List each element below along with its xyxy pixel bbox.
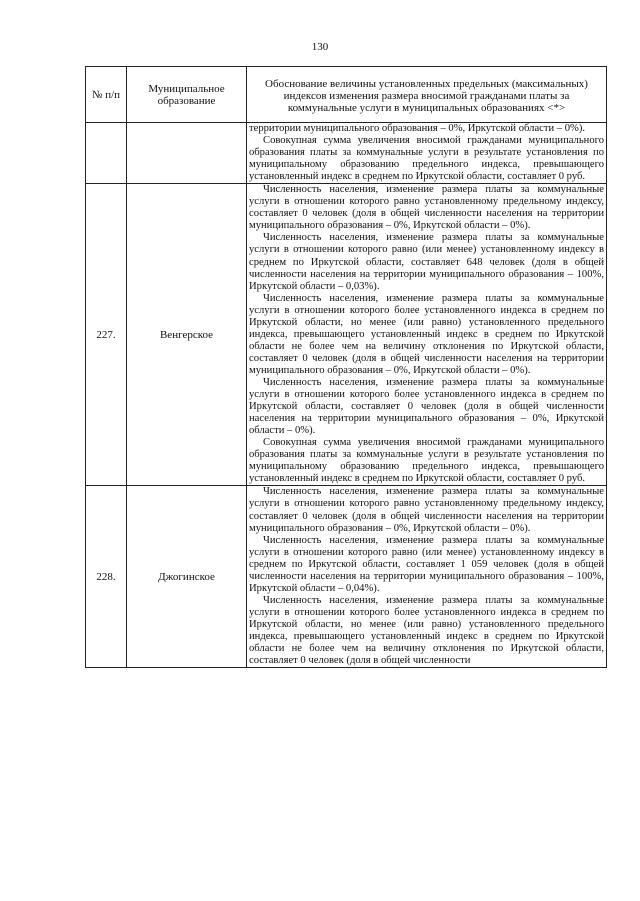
row-number [86,123,127,184]
table-row [86,123,607,184]
row-municipality [127,123,247,184]
row-justification [247,486,607,668]
table-row [86,486,607,668]
row-number: 227. [86,184,127,486]
table-row [86,184,607,486]
paragraph: Численность населения, изменение размера платы за коммунальные услуги в отношении которого равно (или менее) установленному индексу в среднем по Иркутской области, составляет 1 059 человек (доля в общей численности населения на территории муниципального образования – 100%, Иркутской области – 0,04%). [249,534,604,594]
header-justification: Обоснование величины установленных предельных (максимальных) индексов изменения размера вносимой гражданами платы за коммунальные услуги в муниципальных образованиях <*> [247,67,607,123]
row-municipality: Джогинское [127,486,247,668]
paragraph: Численность населения, изменение размера платы за коммунальные услуги в отношении которого более установленного индекса в среднем по Иркутской области, но менее (или равно) установленного предельного индекса, превышающего установленный индекс в среднем по Иркутской области не более чем на величину отклонения по Иркутской области, составляет 0 человек (доля в общей численности населения на территории муниципального образования – 0%, Иркутской области – 0%). [249,292,604,376]
header-number: № п/п [86,67,127,123]
paragraph: Численность населения, изменение размера платы за коммунальные услуги в отношении которого более установленного индекса в среднем по Иркутской области, но менее (или равно) установленного предельного индекса, превышающего установленный индекс в среднем по Иркутской области не более чем на величину отклонения по Иркутской области, составляет 0 человек (доля в общей численности [249,594,604,667]
row-municipality: Венгерское [127,184,247,486]
row-number: 228. [86,486,127,668]
row-justification [247,123,607,184]
page-number: 130 [311,41,329,53]
paragraph: Совокупная сумма увеличения вносимой гражданами муниципального образования платы за коммунальные услуги в результате установления по муниципальному образованию предельного индекса, превышающего установленный индекс в среднем по Иркутской области, составляет 0 руб. [249,437,604,485]
row-justification [247,184,607,486]
paragraph: Численность населения, изменение размера платы за коммунальные услуги в отношении которого равно (или менее) установленному индексу в среднем по Иркутской области, составляет 648 человек (доля в общей численности населения на территории муниципального образования – 100%, Иркутской области – 0,03%). [249,232,604,292]
tariff-justification-table [85,66,607,668]
header-municipality: Муниципальное образование [127,67,247,123]
table-header-row [86,67,607,123]
paragraph: Численность населения, изменение размера платы за коммунальные услуги в отношении которого равно установленному предельному индексу, составляет 0 человек (доля в общей численности населения на территории муниципального образования – 0%, Иркутской области – 0%). [249,486,604,534]
paragraph: территории муниципального образования – 0%, Иркутской области – 0%). [249,123,586,134]
paragraph: Совокупная сумма увеличения вносимой гражданами муниципального образования платы за коммунальные услуги в результате установления по муниципальному образованию предельного индекса, превышающего установленный индекс в среднем по Иркутской области, составляет 0 руб. [249,135,604,183]
paragraph: Численность населения, изменение размера платы за коммунальные услуги в отношении которого равно установленному предельному индексу, составляет 0 человек (доля в общей численности населения на территории муниципального образования – 0%, Иркутской области – 0%). [249,184,604,232]
paragraph: Численность населения, изменение размера платы за коммунальные услуги в отношении которого более установленного индекса в среднем по Иркутской области, составляет 0 человек (доля в общей численности населения на территории муниципального образования – 0%, Иркутской области – 0%). [249,376,604,437]
